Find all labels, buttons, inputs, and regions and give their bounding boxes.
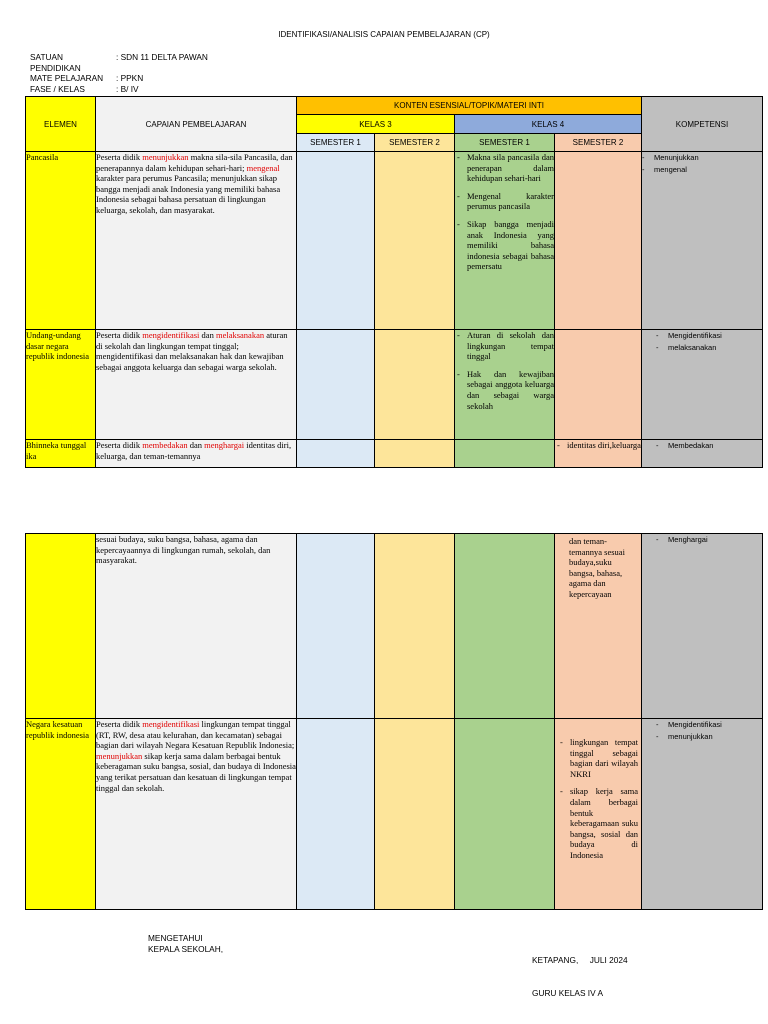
list-item: - Mengenal karakter perumus pancasila	[455, 191, 554, 212]
signature-left-line-1: MENGETAHUI	[148, 933, 203, 943]
capaian-cell	[96, 534, 297, 719]
capaian-fragment: identitas diri, keluarga, dan teman-temannya	[96, 440, 292, 461]
capaian-text	[96, 719, 296, 793]
elemen-cell	[26, 534, 96, 719]
header-kompetensi: KOMPETENSI	[642, 97, 763, 152]
k4-s1-cell	[455, 719, 555, 910]
capaian-fragment: sesuai budaya, suku bangsa, bahasa, agama dan kepercayaannya di lingkungan rumah, sekolah, dan masyarakat.	[96, 534, 271, 566]
k4-s2-list	[558, 737, 638, 861]
capaian-fragment: Peserta didik	[96, 719, 143, 729]
capaian-cell	[96, 152, 297, 330]
k4-s2-list	[555, 440, 641, 451]
list-item: - Sikap bangga menjadi anak Indonesia yang memiliki bahasa indonesia sebagai bahasa pemersatu	[455, 219, 554, 272]
k4-s2-cell	[555, 440, 642, 468]
meta-value: : SDN 11 DELTA PAWAN	[116, 52, 208, 62]
header-k4-semester-2: SEMESTER 2	[555, 134, 642, 152]
k4-s2-text: dan teman-temannya sesuai budaya,suku bangsa, bahasa, agama dan kepercayaan	[569, 536, 625, 599]
capaian-fragment: sikap kerja sama dalam berbagai bentuk keberagaman suku bangsa, sosial, dan budaya di Indonesia yang terikat persatuan dan kesatuan di lingkungan tempat tinggal dan sekolah.	[96, 750, 296, 793]
cp-table-page-1	[25, 96, 763, 468]
capaian-fragment: makna sila-sila Pancasila, dan penerapannya dalam kehidupan sehari-hari;	[96, 152, 293, 173]
elemen-cell: Pancasila	[26, 152, 96, 330]
meta-row-satuan	[30, 52, 208, 73]
kompetensi-item: - Menunjukkan	[642, 152, 762, 164]
kompetensi-cell	[642, 719, 763, 910]
capaian-keyword: mengenal	[246, 162, 280, 173]
kompetensi-item: - Menghargai	[642, 534, 762, 546]
k3-s1-cell	[297, 534, 375, 719]
capaian-keyword: membedakan	[142, 440, 188, 450]
signature-left-line-2: KEPALA SEKOLAH,	[148, 944, 224, 954]
table-row-bhinneka	[26, 440, 763, 468]
table-row-pancasila	[26, 152, 763, 330]
signature-left	[148, 933, 223, 955]
elemen-cell: Undang-undang dasar negara republik indonesia	[26, 330, 96, 440]
kompetensi-item: - Mengidentifikasi	[642, 330, 762, 342]
capaian-text	[96, 330, 296, 372]
capaian-keyword: mengidentifikasi	[142, 330, 200, 340]
k3-s2-cell	[375, 440, 455, 468]
list-item: - Makna sila pancasila dan penerapan dalam kehidupan sehari-hari	[455, 152, 554, 184]
meta-value: : B/ IV	[116, 83, 139, 94]
kompetensi-item: - menunjukkan	[642, 731, 762, 743]
capaian-text	[96, 152, 296, 216]
meta-value: : PPKN	[116, 73, 144, 83]
header-elemen: ELEMEN	[26, 97, 96, 152]
meta-row-fase	[30, 84, 208, 95]
k4-s1-cell	[455, 152, 555, 330]
list-item: - identitas diri,keluarga	[555, 440, 641, 451]
table-row-negara	[26, 719, 763, 910]
capaian-fragment: dan	[187, 440, 205, 450]
signature-right-line-2: GURU KELAS IV A	[532, 988, 604, 998]
k4-s1-cell	[455, 534, 555, 719]
k3-s1-cell	[297, 330, 375, 440]
capaian-fragment: dan	[199, 330, 216, 340]
meta-key: MATE PELAJARAN	[30, 73, 104, 83]
capaian-fragment: aturan di sekolah dan lingkungan tempat tinggal; mengidentifikasi dan melaksanakan hak dan kewajiban sebagai anggota keluarga dan sebagai warga sekolah.	[96, 330, 288, 372]
k4-s1-cell	[455, 440, 555, 468]
cp-table-page-2	[25, 533, 763, 910]
list-item: - Hak dan kewajiban sebagai anggota keluarga dan sebagai warga sekolah	[455, 369, 554, 411]
k4-s1-cell	[455, 330, 555, 440]
k4-s1-list	[455, 330, 554, 411]
capaian-keyword: mengidentifikasi	[142, 719, 200, 729]
k4-s2-cell	[555, 534, 642, 719]
list-item: - Aturan di sekolah dan lingkungan tempat tinggal	[455, 330, 554, 362]
header-kelas-3: KELAS 3	[297, 115, 455, 134]
capaian-text	[96, 440, 296, 461]
table-row-bhinneka-continued	[26, 534, 763, 719]
header-k3-semester-1: SEMESTER 1	[297, 134, 375, 152]
header-capaian: CAPAIAN PEMBELAJARAN	[96, 97, 297, 152]
header-kelas-4: KELAS 4	[455, 115, 642, 134]
capaian-cell	[96, 330, 297, 440]
k4-s2-cell	[555, 330, 642, 440]
kompetensi-item: - Mengidentifikasi	[642, 719, 762, 731]
k3-s1-cell	[297, 719, 375, 910]
header-k3-semester-2: SEMESTER 2	[375, 134, 455, 152]
kompetensi-item: - mengenal	[642, 164, 762, 176]
meta-key: FASE / KELAS	[30, 83, 85, 94]
document-meta	[30, 52, 208, 94]
meta-row-mapel	[30, 73, 208, 84]
signature-right	[532, 933, 628, 1010]
capaian-fragment: Peserta didik	[96, 152, 143, 162]
meta-key: SATUAN PENDIDIKAN	[30, 52, 81, 73]
k3-s2-cell	[375, 330, 455, 440]
kompetensi-cell	[642, 534, 763, 719]
capaian-cell	[96, 719, 297, 910]
document-title: IDENTIFIKASI/ANALISIS CAPAIAN PEMBELAJARAN (CP)	[278, 30, 490, 39]
kompetensi-item: - melaksanakan	[642, 342, 762, 354]
table-row-uud	[26, 330, 763, 440]
capaian-keyword: menunjukkan	[96, 750, 143, 761]
capaian-fragment: lingkungan tempat tinggal (RT, RW, desa atau kelurahan, dan kecamatan) sebagai bagian dari wilayah Negara Kesatuan Republik Indonesia;	[96, 719, 295, 751]
kompetensi-item: - Membedakan	[642, 440, 762, 452]
capaian-keyword: menghargai	[204, 440, 245, 450]
header-k4-semester-1: SEMESTER 1	[455, 134, 555, 152]
elemen-cell: Bhinneka tunggal ika	[26, 440, 96, 468]
k3-s1-cell	[297, 152, 375, 330]
capaian-fragment: Peserta didik	[96, 330, 143, 340]
k3-s2-cell	[375, 534, 455, 719]
k4-s2-cell	[555, 719, 642, 910]
capaian-text	[96, 534, 296, 566]
header-konten: KONTEN ESENSIAL/TOPIK/MATERI INTI	[297, 97, 642, 115]
capaian-fragment: Peserta didik	[96, 440, 143, 450]
list-item: - lingkungan tempat tinggal sebagai bagian dari wilayah NKRI	[558, 737, 638, 779]
capaian-keyword: melaksanakan	[215, 330, 265, 340]
k3-s1-cell	[297, 440, 375, 468]
k3-s2-cell	[375, 152, 455, 330]
signature-right-line-1: KETAPANG, JULI 2024	[532, 955, 628, 965]
capaian-cell	[96, 440, 297, 468]
k4-s1-list	[455, 152, 554, 272]
list-item: - sikap kerja sama dalam berbagai bentuk keberagamaan suku bangsa, sosial dan budaya di Indonesia	[558, 786, 638, 860]
kompetensi-cell	[642, 330, 763, 440]
kompetensi-cell	[642, 152, 763, 330]
capaian-fragment: karakter para perumus Pancasila; menunjukkan sikap bangga menjadi anak Indonesia yang memiliki bahasa Indonesia sebagai bahasa persatuan di lingkungan keluarga, sekolah, dan masyarakat.	[96, 173, 281, 215]
k4-s2-cell	[555, 152, 642, 330]
elemen-cell: Negara kesatuan republik indonesia	[26, 719, 96, 910]
capaian-keyword: menunjukkan	[142, 152, 189, 162]
k3-s2-cell	[375, 719, 455, 910]
kompetensi-cell	[642, 440, 763, 468]
